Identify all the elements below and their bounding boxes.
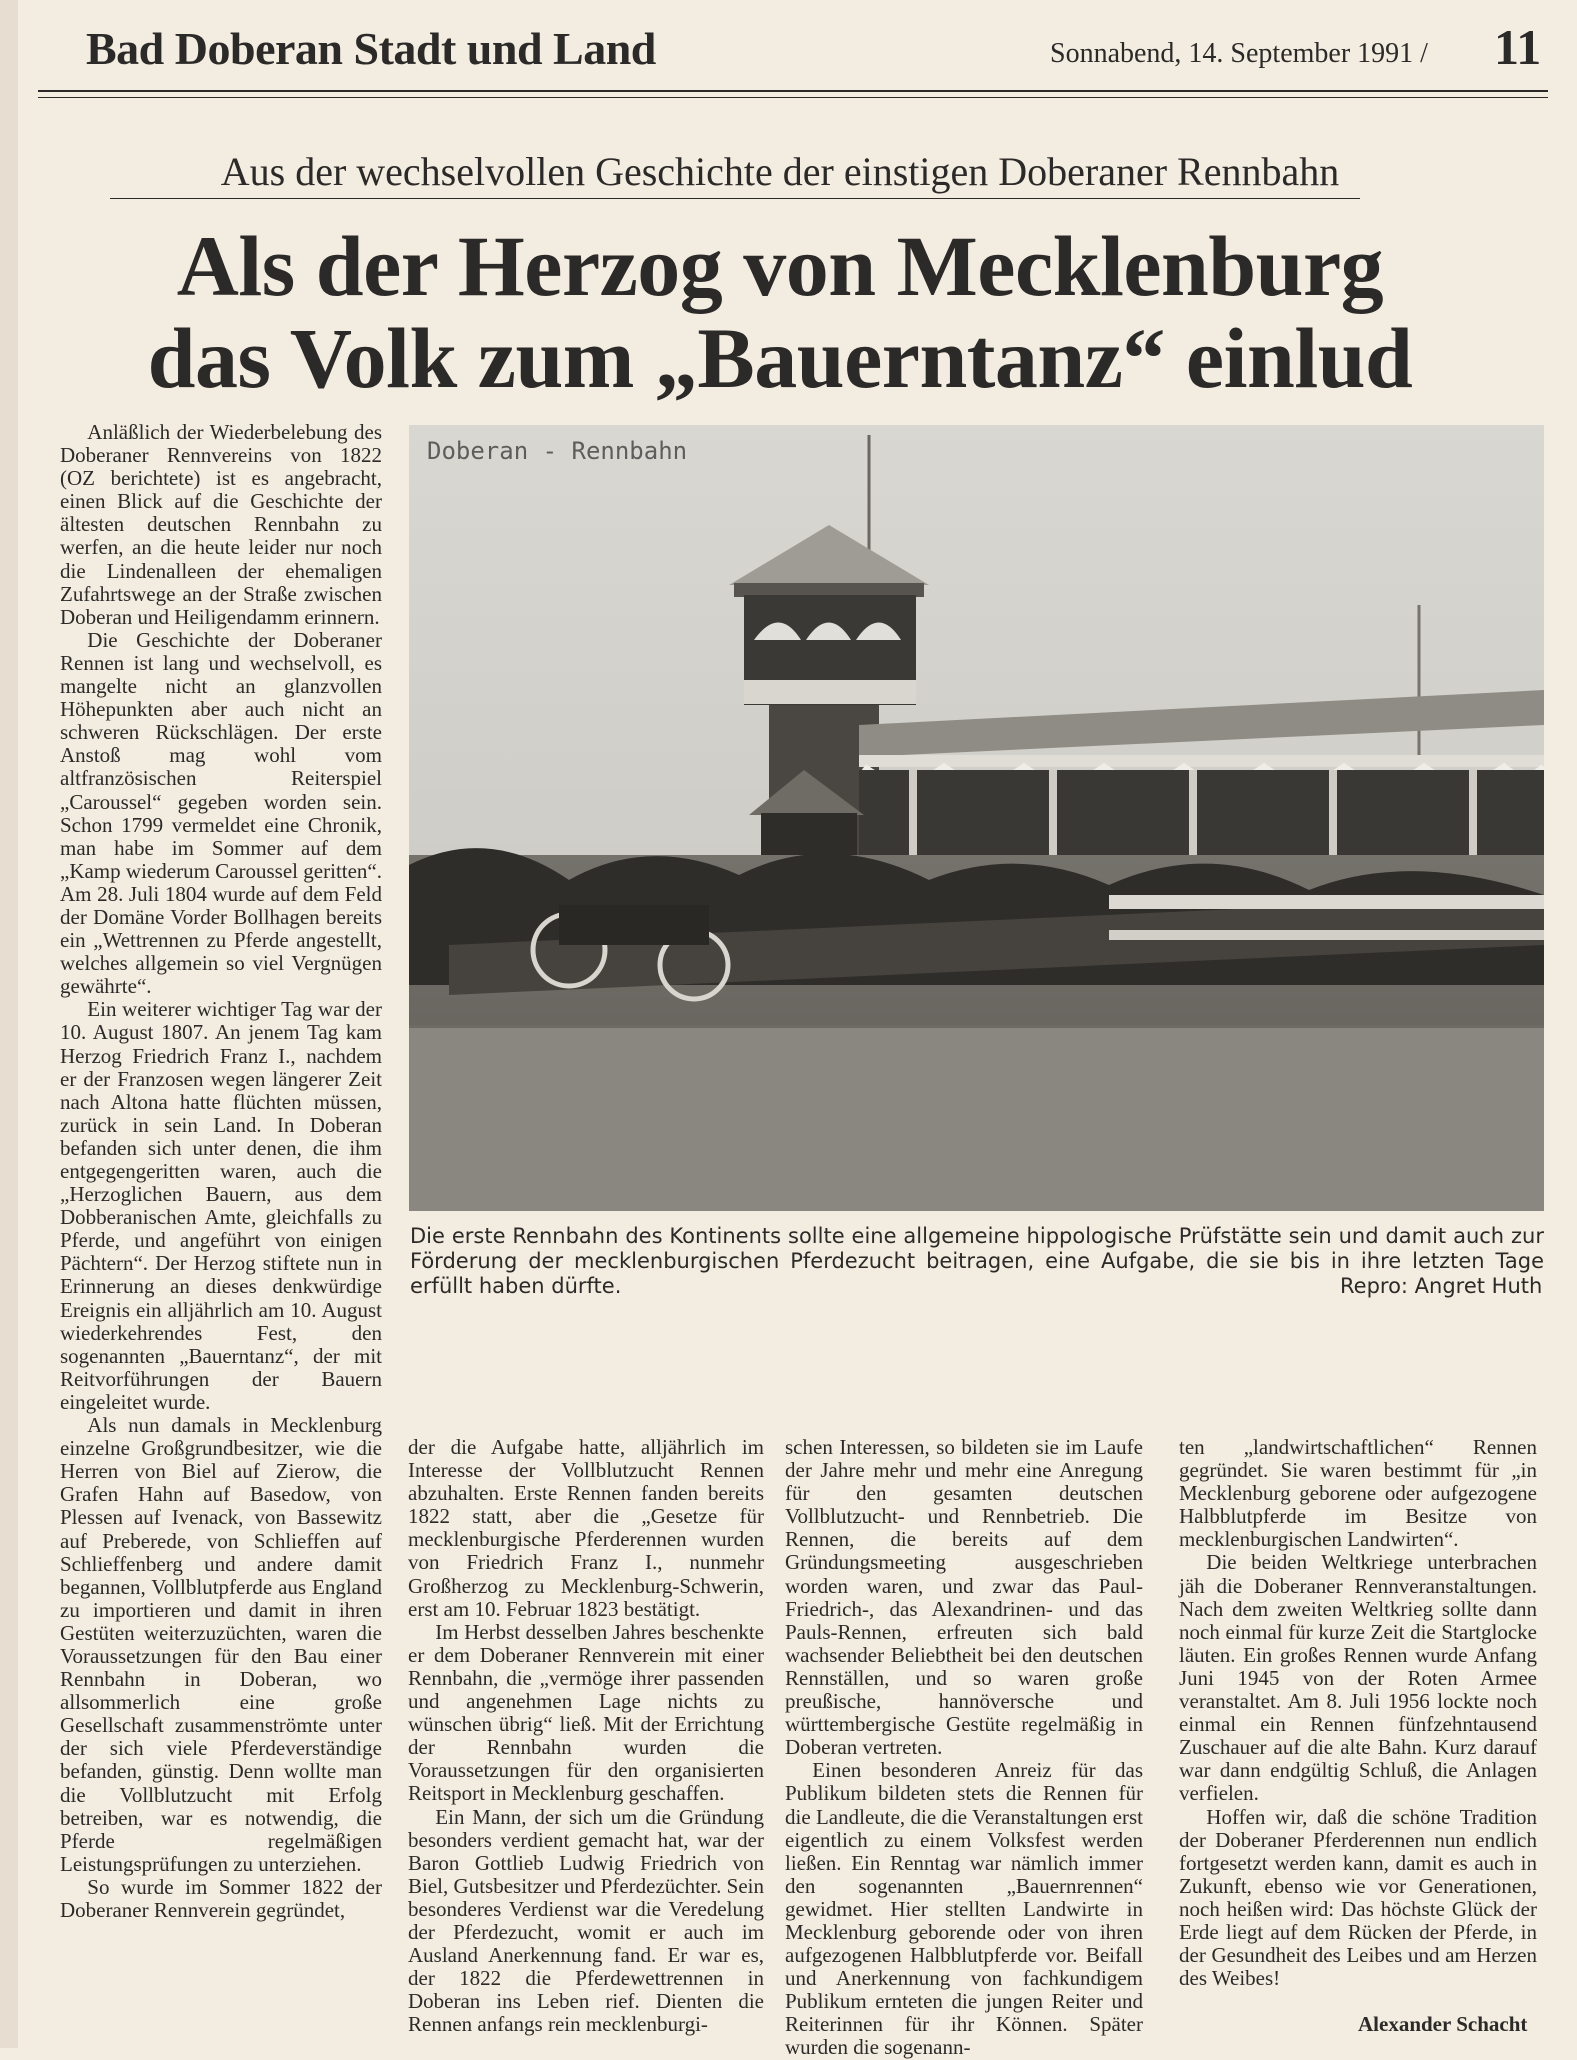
article-column-3	[785, 1436, 1143, 2060]
article-headline	[20, 220, 1540, 404]
photo-credit: Repro: Angret Huth	[1340, 1274, 1543, 1298]
kicker-rule	[110, 198, 1360, 199]
author-byline: Alexander Schacht	[1358, 2012, 1528, 2036]
paragraph: Ein weiterer wichtiger Tag war der 10. August 1807. An jenem Tag kam Herzog Friedrich Franz I., nachdem er der Franzosen wegen längerer Zeit nach Altona hatte flüchten müssen, zurück in sein Land. In Doberan befanden sich unter denen, die ihm entgegengeritten waren, auch die „Herzoglichen Bauern, aus dem Dobberanischen Amte, gleichfalls zu Pferde, und angeführt von einigen Pächtern“. Der Herzog stiftete nun in Erinnerung an dieses denkwürdige Ereignis ein alljährlich am 10. August wiederkehrendes Fest, den sogenannten „Bauerntanz“, der mit Reitvorführungen der Bauern eingeleitet wurde.	[60, 997, 382, 1414]
paragraph: Im Herbst desselben Jahres beschenkte er dem Doberaner Rennverein mit einer Rennbahn, die „vermöge ihrer passenden und angenehmen Lage nichts zu wünschen übrig“ ließ. Mit der Errichtung der Rennbahn wurden die Voraussetzungen für den organisierten Reitsport in Mecklenburg geschaffen.	[408, 1619, 764, 1806]
headline-line-1: Als der Herzog von Mecklenburg	[176, 218, 1384, 314]
caption-text: Die erste Rennbahn des Kontinents sollte eine allgemeine hippologische Prüfstätte sein und damit auch zur Förderung der mecklenburgischen Pferdezucht beitragen, eine Aufgabe, die sie bis in ihre letzten Tage erfüllt haben dürfte.	[410, 1224, 1544, 1298]
paragraph: ten „landwirtschaftlichen“ Rennen gegründet. Sie waren bestimmt für „in Mecklenburg geborene oder aufgezogene Halbblutpferde im Besitze von mecklenburgischen Landwirten“.	[1179, 1435, 1537, 1552]
masthead-date: Sonnabend, 14. September 1991 /	[1050, 38, 1428, 69]
paragraph: schen Interessen, so bildeten sie im Laufe der Jahre mehr und mehr eine Anregung für den gesamten deutschen Vollblutzucht- und Rennbetrieb. Die Rennen, die bereits auf dem Gründungsmeeting ausgeschrieben worden waren, und zwar das Paul-Friedrich-, das Alexandrinen- und das Pauls-Rennen, erfreuten sich bald wachsender Beliebtheit bei den deutschen Rennställen, und so waren große preußische, hannöversche und württembergische Gestüte regelmäßig in Doberan vertreten.	[785, 1435, 1143, 1760]
photo-handwritten-note: Doberan - Rennbahn	[427, 437, 688, 465]
paragraph: Anläßlich der Wiederbelebung des Doberaner Rennvereins von 1822 (OZ berichtete) ist es angebracht, einen Blick auf die Geschichte der ältesten deutschen Rennbahn zu werfen, an die heute leider nur noch die Lindenalleen der ehemaligen Zufahrtswege an der Straße zwischen Doberan und Heiligendamm erinnern.	[60, 420, 382, 629]
article-column-2	[408, 1436, 764, 2036]
racetrack-photo	[409, 425, 1544, 1211]
article-kicker: Aus der wechselvollen Geschichte der einstigen Doberaner Rennbahn	[220, 149, 1340, 194]
paragraph: Ein Mann, der sich um die Gründung besonders verdient gemacht hat, war der Baron Gottlieb Ludwig Friedrich von Biel, Gutsbesitzer und Pferdezüchter. Sein besonderes Verdienst war die Veredelung der Pferdezucht, womit er auch im Ausland Anerkennung fand. Er war es, der 1822 die Pferdewettrennen in Doberan ins Leben rief. Dienten die Rennen anfangs rein mecklenburgi-	[408, 1804, 764, 2037]
paragraph: Die Geschichte der Doberaner Rennen ist lang und wechselvoll, es mangelte nicht an glanzvollen Höhepunkten aber auch nicht an schweren Rückschlägen. Der erste Anstoß mag wohl vom altfranzösischen Reiterspiel „Caroussel“ gegeben worden sein. Schon 1799 vermeldet eine Chronik, man habe im Sommer auf dem „Kamp wiederum Caroussel geritten“. Am 28. Juli 1804 wurde auf dem Feld der Domäne Vorder Bollhagen bereits ein „Wettrennen zu Pferde angestellt, welches allgemein so viel Vergnügen gewährte“.	[60, 627, 382, 999]
page-left-edge	[0, 0, 18, 2048]
paragraph: So wurde im Sommer 1822 der Doberaner Rennverein gegründet,	[60, 1874, 382, 1922]
page-number: 11	[1494, 19, 1542, 75]
masthead-rule-thin	[38, 97, 1548, 98]
article-column-1	[60, 421, 382, 1922]
headline-line-2: das Volk zum „Bauerntanz“ einlud	[147, 310, 1413, 406]
paragraph: Die beiden Weltkriege unterbrachen jäh die Doberaner Rennveranstaltungen. Nach dem zweiten Weltkrieg sollte dann noch einmal für kurze Zeit die Startglocke läuten. Ein großes Rennen wurde Anfang Juni 1945 von der Roten Armee veranstaltet. Am 8. Juli 1956 lockte noch einmal ein Rennen fünfzehntausend Zuschauer auf die alte Bahn. Kurz darauf war dann endgültig Schluß, die Anlagen verfielen.	[1179, 1550, 1537, 1806]
grandstand-illustration	[409, 425, 1544, 1211]
paragraph: Hoffen wir, daß die schöne Tradition der Doberaner Pferderennen nun endlich fortgesetzt werden kann, damit es auch in Zukunft, ebenso wie vor Generationen, noch heißen wird: Das höchste Glück der Erde liegt auf dem Rücken der Pferde, in der Gesundheit des Leibes und am Herzen des Weibes!	[1179, 1804, 1537, 1991]
paragraph: Einen besonderen Anreiz für das Publikum bildeten stets die Rennen für die Landleute, die die Veranstaltungen erst eigentlich zu einem Volksfest werden ließen. Ein Renntag war nämlich immer den sogenannten „Bauernrennen“ gewidmet. Hier stellten Landwirte in Mecklenburg geborende oder von ihren aufgezogenen Halbblutpferde vor. Beifall und Anerkennung von fachkundigem Publikum ernteten die jungen Reiter und Reiterinnen für ihr Können. Später wurden die sogenann-	[785, 1758, 1143, 2060]
paragraph: der die Aufgabe hatte, alljährlich im Interesse der Vollblutzucht Rennen abzuhalten. Erste Rennen fanden bereits 1822 statt, aber die „Gesetze für mecklenburgische Pferderennen wurden von Friedrich Franz I., nunmehr Großherzog zu Mecklenburg-Schwerin, erst am 10. Februar 1823 bestätigt.	[408, 1435, 764, 1621]
paragraph: Als nun damals in Mecklenburg einzelne Großgrundbesitzer, wie die Herren von Biel auf Zierow, die Grafen Hahn auf Basedow, von Plessen auf Ivenack, von Bassewitz auf Preberede, von Schlieffen auf Schlieffenberg und andere damit begannen, Vollblutpferde aus England zu importieren und damit in ihren Gestüten weiterzuzüchten, waren die Voraussetzungen für den Bau einer Rennbahn in Doberan, wo allsommerlich eine große Gesellschaft zusammenströmte unter der sich viele Pferdeverständige befanden, günstig. Denn wollte man die Vollblutzucht mit Erfolg betreiben, war es notwendig, die Pferde regelmäßigen Leistungsprüfungen zu unterziehen.	[60, 1413, 382, 1876]
article-column-4	[1179, 1436, 1537, 1990]
masthead-rule	[38, 90, 1548, 92]
masthead-section-title: Bad Doberan Stadt und Land	[86, 23, 656, 74]
